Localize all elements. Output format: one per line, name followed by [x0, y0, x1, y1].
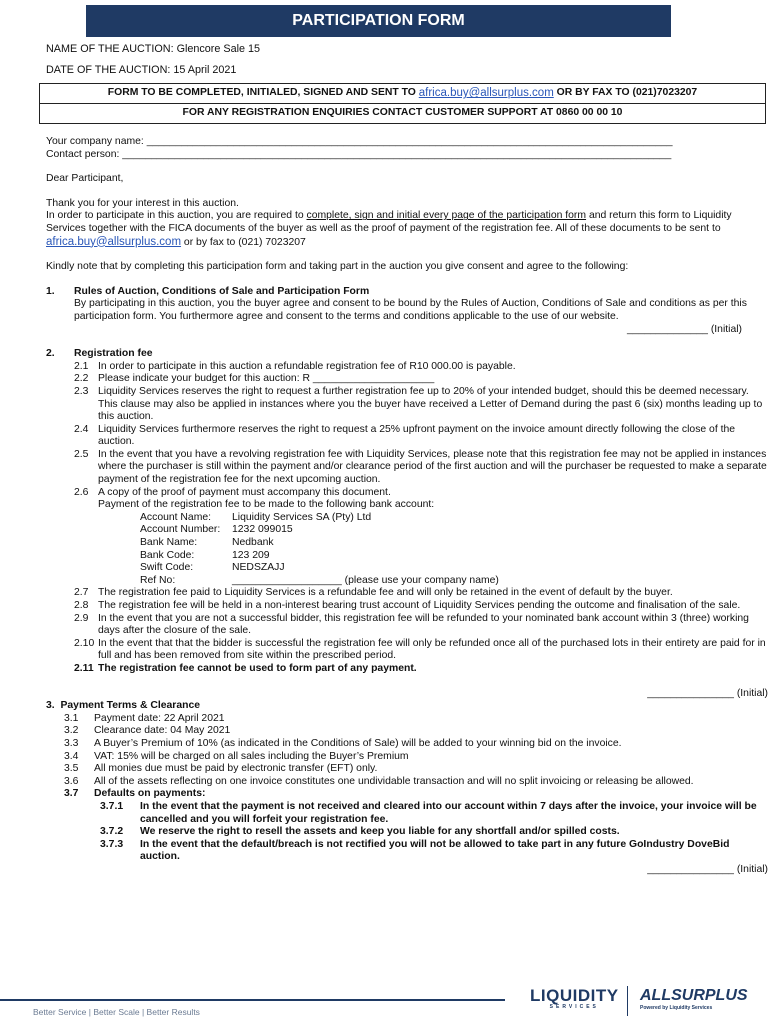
- list-item: [46, 751, 768, 764]
- bank-row: [140, 575, 768, 588]
- item-text: Payment date: 22 April 2021: [94, 712, 225, 724]
- item-number: 2.11: [74, 662, 94, 674]
- item-text: VAT: 15% will be charged on all sales including the Buyer’s Premium: [94, 750, 409, 762]
- notice-row-submission: [40, 84, 765, 103]
- logo2-subtext: Powered by Liquidity Services: [640, 1004, 713, 1011]
- item-text: The registration fee paid to Liquidity Services is a refundable fee and will only be retained in the event of default by the buyer.: [98, 587, 673, 599]
- list-item: [46, 638, 768, 663]
- list-item: [46, 788, 768, 801]
- list-item: [46, 801, 768, 826]
- form-title: PARTICIPATION FORM: [292, 11, 465, 29]
- section-2-initial[interactable]: _______________ (Initial): [647, 687, 768, 699]
- list-item: [46, 424, 768, 449]
- item-number: 2.9: [74, 612, 89, 624]
- item-text: The registration fee will be held in a non-interest bearing trust account of Liquidity Services pending the outcome and finalisation of the sale.: [98, 600, 741, 611]
- logo1-text: LIQUIDITY: [530, 986, 619, 1005]
- item-text: All of the assets reflecting on one invoice constitutes one undividable transaction and will no split invoicing or releasing be allowed.: [94, 775, 694, 787]
- item-number: 2.7: [74, 587, 89, 599]
- intro-part-a: In order to participate in this auction, you are required to: [46, 210, 304, 222]
- auction-date-label: DATE OF THE AUCTION:: [46, 64, 171, 76]
- item-text: Defaults on payments:: [94, 788, 206, 800]
- bank-row: [140, 550, 768, 563]
- bank-row: [140, 512, 768, 525]
- item-text: A copy of the proof of payment must accompany this document.: [98, 486, 391, 498]
- list-item: [46, 763, 768, 776]
- logo1-subtext: SERVICES: [549, 1003, 599, 1010]
- item-number: 2.1: [74, 360, 89, 372]
- bank-row: [140, 524, 768, 537]
- bank-intro: Payment of the registration fee to be made to the following bank account:: [98, 499, 435, 511]
- item-text: In the event that the default/breach is not rectified you will not be allowed to take part in any future GoIndustry DoveBid auction.: [140, 838, 730, 863]
- item-number: 3.7.3: [100, 838, 124, 850]
- list-item: [46, 600, 768, 613]
- section-3-heading: [46, 700, 768, 713]
- item-text: In the event that you are not a successful bidder, this registration fee will be refunded to your nominated bank account within 3 (three) working days after the closure of the sale.: [98, 612, 749, 637]
- list-item: [46, 587, 768, 600]
- section-2: [46, 348, 768, 361]
- bank-key: Account Name:: [140, 511, 212, 523]
- item-number: 2.4: [74, 423, 89, 435]
- section-3: [46, 700, 768, 864]
- section-2-title: Registration fee: [74, 348, 153, 360]
- bank-key: Ref No:: [140, 574, 176, 586]
- list-item: [46, 776, 768, 789]
- auction-name-value: Glencore Sale 15: [176, 43, 261, 55]
- budget-field[interactable]: Please indicate your budget for this auction: R _____________________: [98, 373, 435, 385]
- list-item: [46, 613, 768, 638]
- section-3-title: Payment Terms & Clearance: [60, 700, 201, 712]
- bank-value: Nedbank: [232, 537, 274, 549]
- item-number: 2.2: [74, 373, 89, 385]
- contact-person-field[interactable]: Contact person: _______________________________________________________________________________________________: [46, 148, 672, 160]
- item-text: In the event that you have a revolving registration fee with Liquidity Services, please note that this registration fee may not be applied in instances where the purchaser is still within the payment and/or clearance period of the first auction and will the purchaser be requested to make a separate payment of the registration fee for the next upcoming auction.: [98, 448, 767, 486]
- notice-email-link[interactable]: africa.buy@allsurplus.com: [418, 87, 554, 100]
- item-text: Clearance date: 04 May 2021: [94, 725, 231, 737]
- list-item: [46, 449, 768, 487]
- company-name-field[interactable]: Your company name: ___________________________________________________________________________________________: [46, 136, 673, 147]
- notice-row-enquiries: [40, 103, 765, 123]
- section-3-initial[interactable]: _______________ (Initial): [647, 863, 768, 875]
- form-title-banner: [86, 5, 671, 37]
- intro-underlined: complete, sign and initial every page of the participation form: [306, 210, 587, 222]
- item-text: We reserve the right to resell the assets and keep you liable for any shortfall and/or spilled costs.: [140, 826, 620, 838]
- bank-key: Bank Name:: [140, 537, 198, 549]
- liquidity-services-logo: [530, 986, 619, 1013]
- item-number: 3.2: [64, 725, 79, 737]
- auction-name-label: NAME OF THE AUCTION:: [46, 43, 174, 55]
- section-1: [46, 286, 768, 324]
- bank-key: Bank Code:: [140, 549, 195, 561]
- auction-name-line: [46, 43, 260, 56]
- item-number: 2.5: [74, 448, 89, 460]
- ref-no-field[interactable]: ___________________ (please use your company name): [232, 574, 499, 586]
- list-item: [46, 826, 768, 839]
- item-text: In the event that that the bidder is successful the registration fee will only be refunded once all of the purchased lots in their entirety are paid for in full and has been removed from site within the prescribed period.: [98, 637, 766, 662]
- item-number: 3.3: [64, 737, 79, 749]
- form-content: [46, 136, 768, 876]
- item-text: A Buyer’s Premium of 10% (as indicated in the Conditions of Sale) will be added to your winning bid on the invoice.: [94, 737, 622, 749]
- item-text: In order to participate in this auction a refundable registration fee of R10 000.00 is payable.: [98, 360, 516, 372]
- item-number: 3.4: [64, 750, 79, 762]
- section-1-number: 1.: [46, 285, 55, 297]
- item-number: 2.8: [74, 600, 89, 611]
- bank-row: [140, 537, 768, 550]
- list-item: [46, 738, 768, 751]
- list-item: [46, 487, 768, 500]
- footer-tagline: Better Service | Better Scale | Better Results: [33, 1007, 200, 1017]
- notice-prefix: FORM TO BE COMPLETED, INITIALED, SIGNED AND SENT TO: [107, 87, 416, 99]
- section-1-body: By participating in this auction, you the buyer agree and consent to be bound by the Rules of Auction, Conditions of Sale and conditions as per this participation form. You furthermore agree and consent to the terms and conditions applicable to the use of our website.: [74, 298, 747, 322]
- intro-email-link[interactable]: africa.buy@allsurplus.com: [46, 235, 182, 248]
- section-3-number: 3.: [46, 700, 55, 712]
- intro-paragraph: [46, 210, 768, 249]
- greeting: Dear Participant,: [46, 173, 124, 185]
- intro-part-c: or by fax to (021) 7023207: [183, 236, 306, 248]
- bank-value: 1232 099015: [232, 524, 293, 536]
- bank-key: Swift Code:: [140, 562, 194, 574]
- bank-value: 123 209: [232, 549, 270, 561]
- list-item: [46, 663, 768, 676]
- item-text: In the event that the payment is not received and cleared into our account within 7 days after the invoice, your invoice will be cancelled and you will forfeit your registration fee.: [140, 800, 757, 825]
- item-number: 2.3: [74, 385, 89, 397]
- item-number: 3.5: [64, 763, 79, 775]
- section-1-title: Rules of Auction, Conditions of Sale and Participation Form: [74, 285, 370, 297]
- item-number: 3.1: [64, 712, 79, 724]
- list-item: [46, 725, 768, 738]
- thanks-line: Thank you for your interest in this auction.: [46, 197, 239, 209]
- list-item: [46, 373, 768, 386]
- consent-line: Kindly note that by completing this participation form and taking part in the auction you give consent and agree to the following:: [46, 261, 629, 273]
- section-1-initial[interactable]: ______________ (Initial): [627, 323, 742, 335]
- logo2-text: ALLSURPLUS: [640, 987, 748, 1004]
- item-text: All monies due must be paid by electronic transfer (EFT) only.: [94, 763, 378, 775]
- list-item: [46, 713, 768, 726]
- notice-suffix: OR BY FAX TO (021)7023207: [556, 87, 698, 99]
- footer-divider: [0, 999, 505, 1001]
- logo-separator: [627, 986, 628, 1016]
- item-text: Liquidity Services reserves the right to request a further registration fee up to 20% of your intended budget, should this be deemed necessary. This clause may also be applied in instances where you the buyer have received a Letter of Demand during the past 6 (six) months leading up to this auction.: [98, 385, 763, 423]
- item-number: 3.6: [64, 775, 79, 787]
- submission-notice-box: [39, 83, 766, 124]
- item-number: 3.7: [64, 788, 79, 800]
- item-number: 2.6: [74, 486, 89, 498]
- notice-enquiries: FOR ANY REGISTRATION ENQUIRIES CONTACT CUSTOMER SUPPORT AT 0860 00 00 10: [182, 107, 623, 119]
- intro-part-b: and return this form to Liquidity Services together with the FICA documents of the buyer as well as the proof of payment of the registration fee. All of these documents to be sent to: [46, 210, 732, 234]
- bank-details: [46, 512, 768, 588]
- bank-value: Liquidity Services SA (Pty) Ltd: [232, 511, 372, 523]
- auction-date-value: 15 April 2021: [173, 64, 237, 76]
- bank-row: [140, 562, 768, 575]
- item-text: Liquidity Services furthermore reserves the right to request a 25% upfront payment on the invoice amount directly following the close of the auction.: [98, 423, 736, 448]
- item-number: 3.7.1: [100, 800, 124, 812]
- bank-key: Account Number:: [140, 524, 221, 536]
- list-item: [46, 361, 768, 374]
- item-number: 3.7.2: [100, 826, 124, 838]
- list-item: [46, 839, 768, 864]
- item-number: 2.10: [74, 637, 95, 649]
- item-text: The registration fee cannot be used to form part of any payment.: [98, 662, 417, 674]
- allsurplus-logo: [640, 987, 748, 1014]
- bank-value: NEDSZAJJ: [232, 562, 285, 574]
- list-item: [46, 386, 768, 424]
- section-2-number: 2.: [46, 348, 55, 360]
- auction-date-line: [46, 64, 236, 77]
